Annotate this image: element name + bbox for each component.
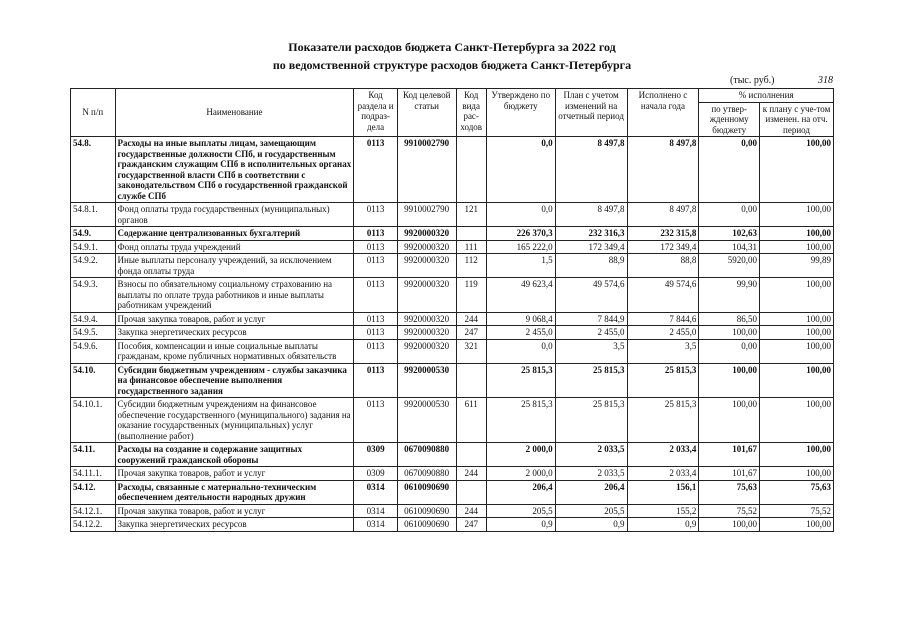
row-name: Взносы по обязательному социальному страхованию на выплаты по оплате труда работников и иные выплаты работникам учреждений [115, 278, 354, 313]
row-pct-plan: 100,00 [760, 363, 834, 398]
row-pct-plan: 100,00 [760, 467, 834, 481]
document-title: Показатели расходов бюджета Санкт-Петербурга за 2022 год [288, 40, 616, 54]
row-approved: 2 455,0 [486, 326, 555, 340]
expenditure-table [70, 88, 834, 532]
row-approved: 1,5 [486, 254, 555, 278]
row-executed: 2 033,4 [627, 467, 699, 481]
row-name: Фонд оплаты труда учреждений [115, 240, 354, 254]
row-kind-code [456, 227, 486, 241]
row-pct-plan: 99,89 [760, 254, 834, 278]
row-plan: 232 316,3 [555, 227, 627, 241]
row-executed: 49 574,6 [627, 278, 699, 313]
row-pct-budget: 0,00 [699, 137, 760, 203]
row-pct-budget: 5920,00 [699, 254, 760, 278]
row-target-code: 9910002790 [397, 203, 456, 227]
row-pct-budget: 102,63 [699, 227, 760, 241]
row-target-code: 9920000530 [397, 363, 456, 398]
row-kind-code: 119 [456, 278, 486, 313]
table-row [71, 227, 834, 241]
row-num: 54.9.1. [71, 240, 116, 254]
row-section-code: 0309 [354, 467, 398, 481]
row-num: 54.8.1. [71, 203, 116, 227]
table-body [71, 137, 834, 532]
row-executed: 172 349,4 [627, 240, 699, 254]
row-pct-plan: 100,00 [760, 339, 834, 363]
row-kind-code [456, 443, 486, 467]
row-pct-plan: 100,00 [760, 443, 834, 467]
row-plan: 206,4 [555, 480, 627, 504]
row-kind-code [456, 137, 486, 203]
row-kind-code: 111 [456, 240, 486, 254]
row-name: Иные выплаты персоналу учреждений, за исключением фонда оплаты труда [115, 254, 354, 278]
row-approved: 25 815,3 [486, 363, 555, 398]
row-approved: 2 000,0 [486, 467, 555, 481]
table-row [71, 203, 834, 227]
row-pct-budget: 100,00 [699, 363, 760, 398]
table-row [71, 363, 834, 398]
row-executed: 155,2 [627, 504, 699, 518]
table-row [71, 326, 834, 340]
row-executed: 25 815,3 [627, 398, 699, 443]
row-executed: 156,1 [627, 480, 699, 504]
row-target-code: 9920000320 [397, 312, 456, 326]
row-pct-budget: 75,52 [699, 504, 760, 518]
row-kind-code [456, 363, 486, 398]
row-executed: 2 455,0 [627, 326, 699, 340]
row-approved: 0,0 [486, 137, 555, 203]
row-num: 54.9.3. [71, 278, 116, 313]
row-approved: 49 623,4 [486, 278, 555, 313]
row-target-code: 0610090690 [397, 504, 456, 518]
row-name: Расходы, связанные с материально-техническим обеспечением деятельности народных дружин [115, 480, 354, 504]
table-row [71, 467, 834, 481]
row-name: Прочая закупка товаров, работ и услуг [115, 467, 354, 481]
row-num: 54.10. [71, 363, 116, 398]
row-target-code: 9920000320 [397, 339, 456, 363]
row-num: 54.12.2. [71, 518, 116, 532]
row-pct-budget: 0,00 [699, 203, 760, 227]
col-header-pct-plan: к плану с уче-том изменен. на отч. период [760, 102, 834, 137]
row-plan: 2 033,5 [555, 443, 627, 467]
row-plan: 25 815,3 [555, 363, 627, 398]
row-target-code: 9920000320 [397, 254, 456, 278]
row-name: Содержание централизованных бухгалтерий [115, 227, 354, 241]
row-executed: 3,5 [627, 339, 699, 363]
row-pct-budget: 99,90 [699, 278, 760, 313]
row-num: 54.11.1. [71, 467, 116, 481]
row-kind-code: 121 [456, 203, 486, 227]
row-name: Прочая закупка товаров, работ и услуг [115, 312, 354, 326]
row-target-code: 0610090690 [397, 480, 456, 504]
row-plan: 172 349,4 [555, 240, 627, 254]
row-name: Расходы на создание и содержание защитных сооружений гражданской обороны [115, 443, 354, 467]
row-approved: 2 000,0 [486, 443, 555, 467]
row-plan: 88,9 [555, 254, 627, 278]
row-section-code: 0113 [354, 326, 398, 340]
row-section-code: 0113 [354, 278, 398, 313]
col-header-name: Наименование [115, 89, 354, 137]
row-approved: 0,9 [486, 518, 555, 532]
row-name: Пособия, компенсации и иные социальные выплаты гражданам, кроме публичных нормативных обязательств [115, 339, 354, 363]
row-plan: 8 497,8 [555, 203, 627, 227]
row-target-code: 9920000530 [397, 398, 456, 443]
page-number: 318 [818, 75, 833, 86]
col-header-executed: Исполнено с начала года [627, 89, 699, 137]
row-executed: 7 844,6 [627, 312, 699, 326]
row-kind-code: 247 [456, 518, 486, 532]
row-pct-budget: 104,31 [699, 240, 760, 254]
row-num: 54.9.4. [71, 312, 116, 326]
row-section-code: 0314 [354, 504, 398, 518]
col-header-approved: Утверждено по бюджету [486, 89, 555, 137]
row-target-code: 0610090690 [397, 518, 456, 532]
row-name: Расходы на иные выплаты лицам, замещающим государственные должности СПб, и государственным гражданским служащим СПб в исполнительных органах государственной власти СПб в соответствии с законодательством СПб о государственной гражданской службе СПб [115, 137, 354, 203]
row-approved: 226 370,3 [486, 227, 555, 241]
col-header-section: Код раздела и подраз-дела [354, 89, 398, 137]
table-row [71, 137, 834, 203]
row-num: 54.9.2. [71, 254, 116, 278]
row-num: 54.9.6. [71, 339, 116, 363]
col-header-num: N п/п [71, 89, 116, 137]
col-header-percent-group: % исполнения [699, 89, 834, 103]
table-row [71, 480, 834, 504]
row-pct-budget: 0,00 [699, 339, 760, 363]
row-pct-budget: 100,00 [699, 518, 760, 532]
row-name: Прочая закупка товаров, работ и услуг [115, 504, 354, 518]
row-kind-code: 611 [456, 398, 486, 443]
row-executed: 25 815,3 [627, 363, 699, 398]
row-num: 54.9. [71, 227, 116, 241]
row-target-code: 0670090880 [397, 443, 456, 467]
row-section-code: 0113 [354, 363, 398, 398]
row-kind-code [456, 480, 486, 504]
row-pct-budget: 100,00 [699, 398, 760, 443]
row-name: Фонд оплаты труда государственных (муниципальных) органов [115, 203, 354, 227]
col-header-pct-budget: по утвер-жденному бюджету [699, 102, 760, 137]
row-plan: 2 455,0 [555, 326, 627, 340]
row-num: 54.11. [71, 443, 116, 467]
row-section-code: 0113 [354, 398, 398, 443]
col-header-kind: Код вида рас-ходов [456, 89, 486, 137]
row-num: 54.10.1. [71, 398, 116, 443]
row-section-code: 0113 [354, 312, 398, 326]
row-pct-budget: 75,63 [699, 480, 760, 504]
row-approved: 205,5 [486, 504, 555, 518]
row-plan: 2 033,5 [555, 467, 627, 481]
row-plan: 25 815,3 [555, 398, 627, 443]
row-pct-plan: 100,00 [760, 278, 834, 313]
row-approved: 206,4 [486, 480, 555, 504]
row-approved: 0,0 [486, 339, 555, 363]
row-executed: 232 315,8 [627, 227, 699, 241]
row-executed: 88,8 [627, 254, 699, 278]
row-name: Закупка энергетических ресурсов [115, 518, 354, 532]
row-section-code: 0113 [354, 137, 398, 203]
row-pct-plan: 75,63 [760, 480, 834, 504]
row-target-code: 9920000320 [397, 240, 456, 254]
row-num: 54.12. [71, 480, 116, 504]
row-target-code: 9920000320 [397, 326, 456, 340]
row-pct-budget: 101,67 [699, 443, 760, 467]
row-pct-budget: 100,00 [699, 326, 760, 340]
row-pct-plan: 100,00 [760, 398, 834, 443]
table-row [71, 240, 834, 254]
document-subtitle: по ведомственной структуре расходов бюджета Санкт-Петербурга [272, 58, 632, 72]
row-approved: 25 815,3 [486, 398, 555, 443]
row-executed: 2 033,4 [627, 443, 699, 467]
row-target-code: 9920000320 [397, 227, 456, 241]
row-kind-code: 244 [456, 467, 486, 481]
row-target-code: 9920000320 [397, 278, 456, 313]
table-row [71, 443, 834, 467]
row-section-code: 0113 [354, 339, 398, 363]
row-plan: 3,5 [555, 339, 627, 363]
row-num: 54.9.5. [71, 326, 116, 340]
row-section-code: 0113 [354, 240, 398, 254]
row-pct-budget: 86,50 [699, 312, 760, 326]
row-approved: 0,0 [486, 203, 555, 227]
table-row [71, 504, 834, 518]
row-name: Субсидии бюджетным учреждениям на финансовое обеспечение государственного (муниципального) задания на оказание государственных (муниципальных) услуг (выполнение работ) [115, 398, 354, 443]
row-name: Субсидии бюджетным учреждениям - службы заказчика на финансовое обеспечение выполнения государственного задания [115, 363, 354, 398]
table-row [71, 278, 834, 313]
row-num: 54.12.1. [71, 504, 116, 518]
row-section-code: 0314 [354, 518, 398, 532]
row-section-code: 0113 [354, 254, 398, 278]
row-kind-code: 112 [456, 254, 486, 278]
row-executed: 8 497,8 [627, 137, 699, 203]
row-pct-plan: 100,00 [760, 137, 834, 203]
row-kind-code: 247 [456, 326, 486, 340]
table-row [71, 339, 834, 363]
row-plan: 0,9 [555, 518, 627, 532]
table-row [71, 518, 834, 532]
table-row [71, 254, 834, 278]
row-plan: 49 574,6 [555, 278, 627, 313]
row-num: 54.8. [71, 137, 116, 203]
row-pct-plan: 100,00 [760, 227, 834, 241]
row-pct-plan: 100,00 [760, 203, 834, 227]
row-executed: 0,9 [627, 518, 699, 532]
row-plan: 7 844,9 [555, 312, 627, 326]
table-row [71, 398, 834, 443]
row-kind-code: 321 [456, 339, 486, 363]
row-pct-plan: 100,00 [760, 312, 834, 326]
row-name: Закупка энергетических ресурсов [115, 326, 354, 340]
row-kind-code: 244 [456, 312, 486, 326]
row-section-code: 0314 [354, 480, 398, 504]
row-kind-code: 244 [456, 504, 486, 518]
row-pct-plan: 100,00 [760, 518, 834, 532]
row-pct-plan: 100,00 [760, 326, 834, 340]
table-row [71, 312, 834, 326]
row-section-code: 0113 [354, 227, 398, 241]
row-target-code: 9910002790 [397, 137, 456, 203]
row-target-code: 0670090880 [397, 467, 456, 481]
row-approved: 9 068,4 [486, 312, 555, 326]
row-plan: 8 497,8 [555, 137, 627, 203]
row-section-code: 0309 [354, 443, 398, 467]
units-label: (тыс. руб.) [730, 75, 775, 86]
row-approved: 165 222,0 [486, 240, 555, 254]
col-header-target: Код целевой статьи [397, 89, 456, 137]
row-section-code: 0113 [354, 203, 398, 227]
row-pct-plan: 75,52 [760, 504, 834, 518]
row-pct-plan: 100,00 [760, 240, 834, 254]
col-header-plan: План с учетом изменений на отчетный период [555, 89, 627, 137]
row-pct-budget: 101,67 [699, 467, 760, 481]
row-executed: 8 497,8 [627, 203, 699, 227]
row-plan: 205,5 [555, 504, 627, 518]
